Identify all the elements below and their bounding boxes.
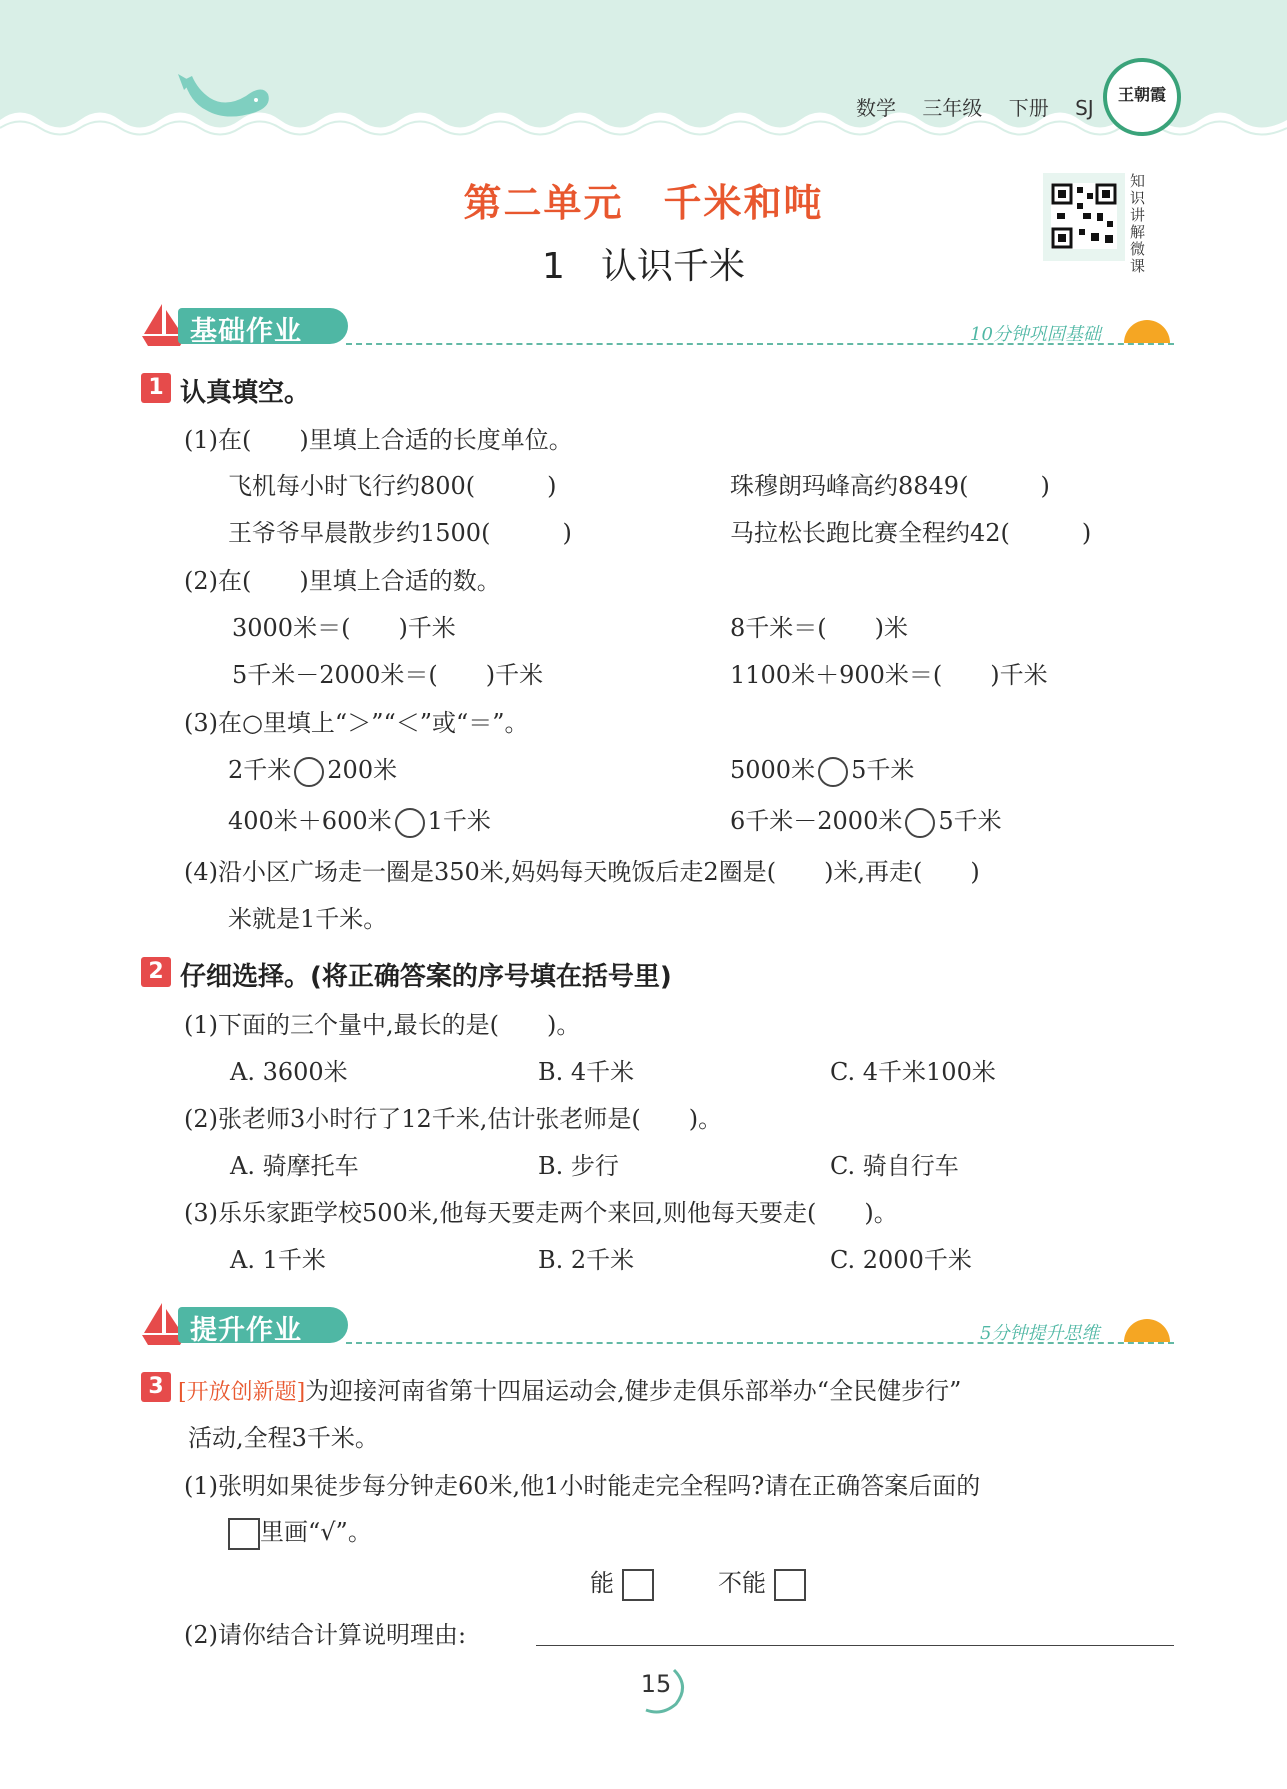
q1-part3-prompt: (3)在○里填上“＞”“＜”或“＝”。 — [184, 709, 529, 737]
whale-icon — [176, 72, 276, 132]
question-3-line2: 活动,全程3千米。 — [188, 1424, 379, 1452]
compare-circle-d[interactable] — [905, 808, 935, 838]
q2-part2-option-a: A. 骑摩托车 — [230, 1152, 359, 1180]
q2-part3-option-a: A. 1千米 — [230, 1246, 326, 1274]
publisher-logo — [1103, 58, 1181, 136]
q3-part1-line2-text: 里画“√”。 — [260, 1518, 372, 1546]
q2-part1-option-c: C. 4千米100米 — [830, 1058, 996, 1086]
question-number-1: 1 — [141, 373, 171, 403]
basic-section-label: 基础作业 — [190, 316, 302, 347]
q3-no-checkbox[interactable] — [774, 1569, 806, 1601]
page-number: 15 — [640, 1670, 672, 1698]
q1-part1-item-c: 王爷爷早晨散步约1500( ) — [228, 519, 572, 547]
q3-example-box — [228, 1518, 260, 1550]
q1-part2-item-b: 8千米＝( )米 — [730, 614, 908, 642]
q2-part1-prompt: (1)下面的三个量中,最长的是( )。 — [184, 1011, 581, 1039]
q1-part2-item-c: 5千米－2000米＝( )千米 — [232, 661, 544, 689]
advanced-section-label: 提升作业 — [190, 1315, 302, 1346]
q2-part2-option-c: C. 骑自行车 — [830, 1152, 959, 1180]
question-number-2: 2 — [141, 957, 171, 987]
q2-part3-option-b: B. 2千米 — [538, 1246, 635, 1274]
q1-part3-c-right: 1千米 — [427, 807, 491, 835]
q3-option-yes — [590, 1563, 654, 1601]
q1-part2-item-d: 1100米＋900米＝( )千米 — [730, 661, 1048, 689]
q2-part1-option-b: B. 4千米 — [538, 1058, 635, 1086]
q1-part2-item-a: 3000米＝( )千米 — [232, 614, 456, 642]
compare-circle-b[interactable] — [818, 757, 848, 787]
header-subject: 数学 — [856, 96, 896, 120]
q1-part4-line2: 米就是1千米。 — [228, 905, 388, 933]
q1-part4-line1: (4)沿小区广场走一圈是350米,妈妈每天晚饭后走2圈是( )米,再走( ) — [184, 858, 980, 886]
q1-part3-a-right: 200米 — [327, 756, 398, 784]
q1-part3-item-c — [228, 801, 491, 838]
compare-circle-c[interactable] — [395, 808, 425, 838]
question-3-text1: 为迎接河南省第十四届运动会,健步走俱乐部举办“全民健步行” — [305, 1377, 962, 1405]
basic-section-tip: 10分钟巩固基础 — [970, 324, 1101, 345]
header-volume: 下册 — [1008, 96, 1049, 120]
header-meta — [856, 92, 1114, 121]
q1-part1-prompt: (1)在( )里填上合适的长度单位。 — [184, 426, 573, 454]
q1-part3-c-left: 400米＋600米 — [228, 807, 392, 835]
q1-part3-item-a — [228, 750, 397, 787]
qr-code-icon[interactable] — [1043, 173, 1125, 261]
question-1-title: 认真填空。 — [180, 378, 311, 408]
q3-part1-line1: (1)张明如果徒步每分钟走60米,他1小时能走完全程吗?请在正确答案后面的 — [184, 1472, 981, 1500]
q2-part2-option-b: B. 步行 — [538, 1152, 619, 1180]
q2-part1-option-a: A. 3600米 — [230, 1058, 348, 1086]
q3-part1-line2 — [228, 1512, 372, 1550]
q1-part1-item-b: 珠穆朗玛峰高约8849( ) — [730, 472, 1050, 500]
compare-circle-a[interactable] — [294, 757, 324, 787]
question-3-line1 — [178, 1371, 961, 1406]
qr-caption: 知识讲解微课 — [1130, 172, 1146, 275]
q1-part3-item-b — [730, 750, 914, 787]
q3-part2-prompt: (2)请你结合计算说明理由: — [184, 1621, 467, 1649]
q3-option-yes-label: 能 — [590, 1569, 614, 1597]
question-number-3: 3 — [141, 1372, 171, 1402]
sun-icon — [1124, 1319, 1170, 1342]
q3-yes-checkbox[interactable] — [622, 1569, 654, 1601]
q2-part2-prompt: (2)张老师3小时行了12千米,估计张老师是( )。 — [184, 1105, 723, 1133]
q1-part1-item-d: 马拉松长跑比赛全程约42( ) — [730, 519, 1092, 547]
header-edition: SJ — [1075, 96, 1094, 120]
q3-option-no — [718, 1563, 806, 1601]
advanced-section-tip: 5分钟提升思维 — [980, 1323, 1100, 1344]
q3-answer-line[interactable] — [536, 1645, 1174, 1646]
q1-part3-d-left: 6千米－2000米 — [730, 807, 903, 835]
q1-part3-b-left: 5000米 — [730, 756, 816, 784]
q1-part3-a-left: 2千米 — [228, 756, 292, 784]
q1-part3-d-right: 5千米 — [938, 807, 1002, 835]
q1-part2-prompt: (2)在( )里填上合适的数。 — [184, 567, 501, 595]
question-2-title: 仔细选择。(将正确答案的序号填在括号里) — [180, 962, 672, 992]
q2-part3-option-c: C. 2000千米 — [830, 1246, 972, 1274]
q2-part3-prompt: (3)乐乐家距学校500米,他每天要走两个来回,则他每天要走( )。 — [184, 1199, 898, 1227]
q1-part3-item-d — [730, 801, 1002, 838]
question-3-tag: [开放创新题] — [178, 1380, 306, 1405]
header-grade: 三年级 — [922, 96, 983, 120]
q3-option-no-label: 不能 — [718, 1569, 766, 1597]
q1-part3-b-right: 5千米 — [851, 756, 915, 784]
q1-part1-item-a: 飞机每小时飞行约800( ) — [228, 472, 557, 500]
sun-icon — [1124, 320, 1170, 343]
lesson-title: 1 认识千米 — [542, 246, 745, 287]
logo-text: 王朝霞 — [1117, 85, 1166, 104]
unit-title: 第二单元 千米和吨 — [463, 181, 824, 225]
